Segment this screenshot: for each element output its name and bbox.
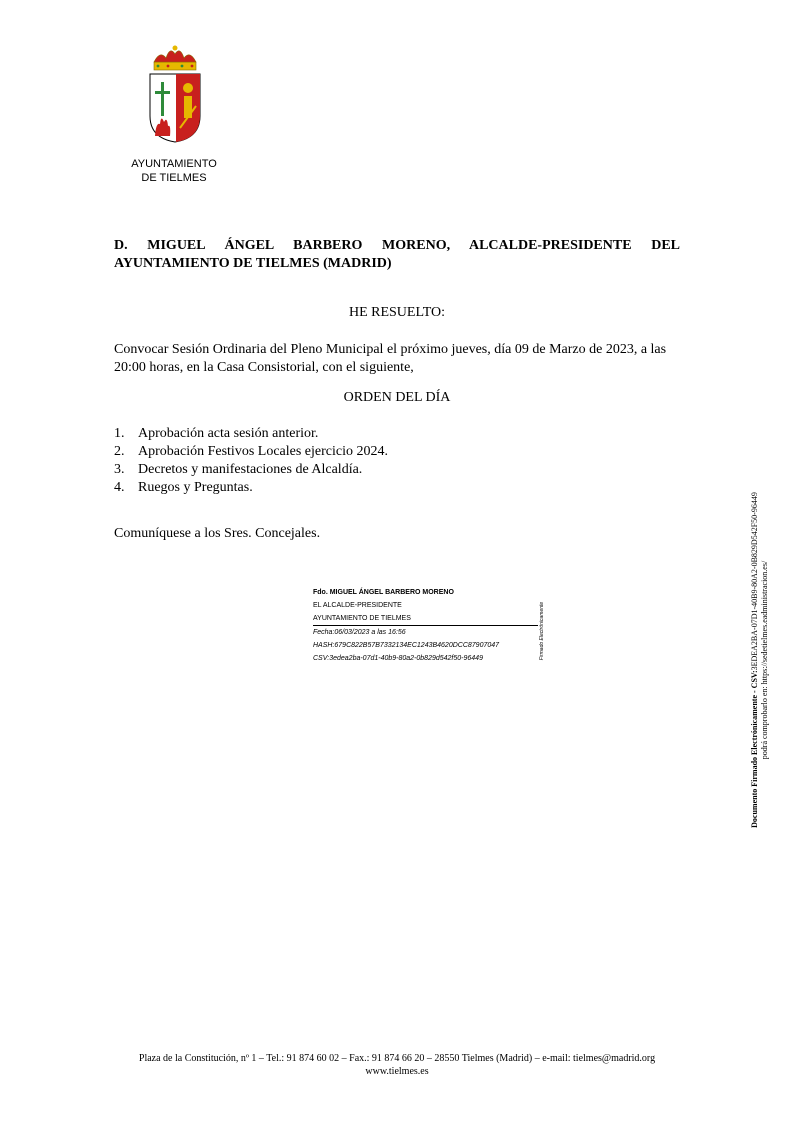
council-name	[110, 157, 238, 185]
agenda-item	[114, 479, 680, 497]
footer-address: Plaza de la Constitución, nº 1 – Tel.: 91 874 60 02 – Fax.: 91 874 66 20 – 28550 Tielmes (Madrid) – e-mail: tielmes@madrid.org	[138, 1053, 656, 1064]
signature-name: Fdo. MIGUEL ÁNGEL BARBERO MORENO	[313, 589, 454, 596]
agenda-title: ORDEN DEL DÍA	[343, 390, 451, 405]
agenda-item-number: 4.	[114, 480, 125, 495]
stamp-csv-code: 3EDEA2BA-07D1-40B9-80A2-0B829D542F50-96449	[750, 492, 759, 671]
agenda-item-text: Decretos y manifestaciones de Alcaldía.	[138, 462, 363, 477]
signature-csv: CSV:3edea2ba-07d1-40b9-80a2-0b829d542f50-96449	[313, 655, 483, 662]
signature-side-label: Firmado Electrónicamente	[539, 601, 545, 661]
communication-text: Comuníquese a los Sres. Concejales.	[114, 526, 321, 541]
signature-role: EL ALCALDE-PRESIDENTE	[313, 602, 402, 609]
agenda-item-text: Aprobación Festivos Locales ejercicio 2024.	[138, 444, 388, 459]
convocation-text: Convocar Sesión Ordinaria del Pleno Municipal el próximo jueves, día 09 de Marzo de 2023, a las 20:00 horas, en la Casa Consistorial, con el siguiente,	[114, 342, 667, 375]
signature-hash: HASH:679C822B57B7332134EC1243B4620DCC87907047	[313, 642, 500, 649]
signature-date: Fecha:06/03/2023 a las 16:56	[313, 629, 406, 636]
agenda-item	[114, 461, 680, 479]
stamp-title: Documento Firmado Electrónicamente - CSV:	[750, 670, 759, 828]
footer-website: www.tielmes.es	[365, 1066, 429, 1077]
agenda-item-text: Ruegos y Preguntas.	[138, 480, 253, 495]
stamp-verify-url: podrá comprobarlo en: https://sedetielmes.eadministracion.es/	[760, 560, 769, 760]
agenda-item	[114, 425, 680, 443]
agenda-item-number: 2.	[114, 444, 125, 459]
agenda-list	[114, 425, 680, 497]
agenda-item-number: 1.	[114, 426, 125, 441]
page-footer	[80, 1052, 714, 1078]
agenda-item	[114, 443, 680, 461]
coat-of-arms-icon	[146, 44, 204, 144]
council-name-line1: AYUNTAMIENTO	[131, 158, 217, 170]
council-name-line2: DE TIELMES	[141, 172, 207, 184]
resolved-title: HE RESUELTO:	[348, 305, 446, 320]
verification-stamp	[750, 460, 774, 860]
signature-org: AYUNTAMIENTO DE TIELMES	[313, 612, 538, 626]
document-heading: D. MIGUEL ÁNGEL BARBERO MORENO, ALCALDE-PRESIDENTE DEL AYUNTAMIENTO DE TIELMES (MADRID)	[114, 238, 680, 271]
agenda-item-number: 3.	[114, 462, 125, 477]
signature-block	[313, 586, 538, 665]
agenda-item-text: Aprobación acta sesión anterior.	[138, 426, 319, 441]
